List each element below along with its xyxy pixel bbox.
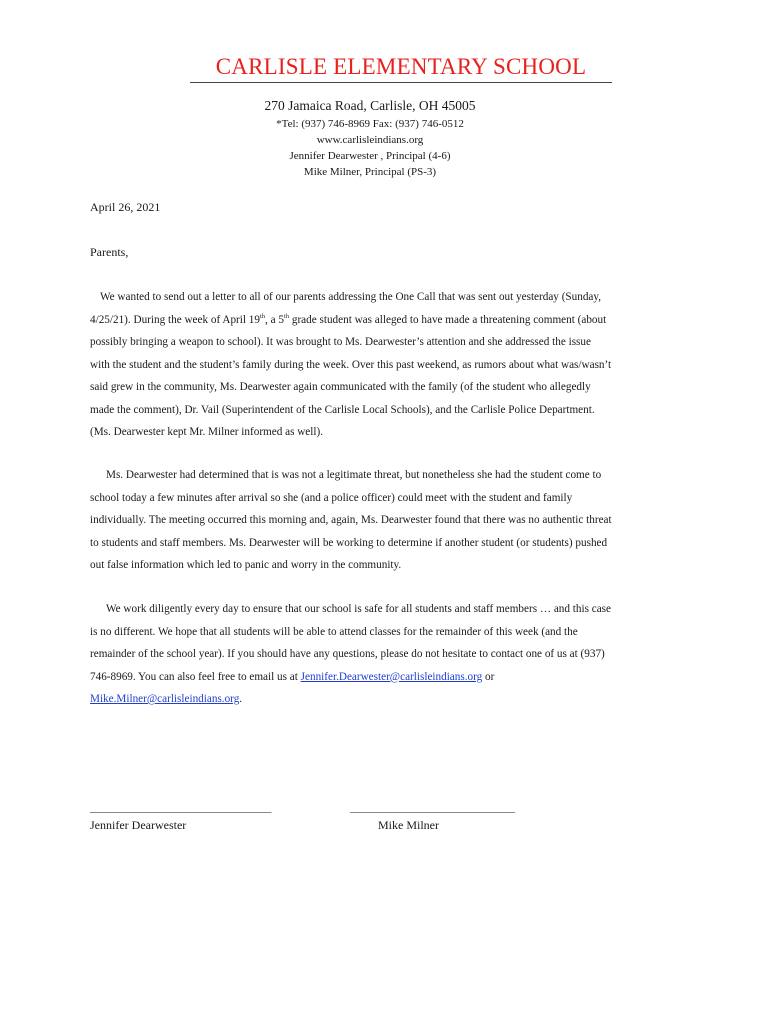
letter-date: April 26, 2021 bbox=[90, 200, 161, 214]
p3-line: is no different. We hope that all students will be able to attend classes for the remainder of this week (and the bbox=[90, 625, 578, 638]
paragraph-2 bbox=[90, 464, 690, 577]
p2-line: out false information which led to panic and worry in the community. bbox=[90, 559, 402, 571]
principal-dearwester: Jennifer Dearwester , Principal (4-6) bbox=[289, 150, 451, 162]
website: www.carlisleindians.org bbox=[316, 134, 424, 146]
phone-fax: *Tel: (937) 746-8969 Fax: (937) 746-0512 bbox=[276, 118, 464, 130]
p1-line: We wanted to send out a letter to all of our parents addressing the One Call that was sent out yesterday (Sunday, bbox=[100, 291, 602, 303]
p1-line: possibly bringing a weapon to school). It was brought to Ms. Dearwester’s attention and she addressed the issue bbox=[90, 336, 591, 348]
p1-line: made the comment), Dr. Vail (Superintendent of the Carlisle Local Schools), and the Carlisle Police Department. bbox=[90, 403, 595, 416]
p2-line: school today a few minutes after arrival so she (and a police officer) could meet with the student and family bbox=[90, 491, 573, 504]
school-address: 270 Jamaica Road, Carlisle, OH 45005 bbox=[264, 98, 476, 113]
school-name-title: CARLISLE ELEMENTARY SCHOOL bbox=[190, 52, 612, 83]
signature-name-dearwester: Jennifer Dearwester bbox=[90, 818, 187, 832]
p3-line: Mike.Milner@carlisleindians.org. bbox=[90, 693, 243, 705]
p2-line: individually. The meeting occurred this morning and, again, Ms. Dearwester found that there was no authentic threat bbox=[90, 514, 612, 526]
p2-line: Ms. Dearwester had determined that is was not a legitimate threat, but nonetheless she had the student come to bbox=[106, 469, 602, 481]
p3-line: remainder of the school year). If you should have any questions, please do not hesitate to contact one of us at (937) bbox=[90, 648, 605, 660]
salutation: Parents, bbox=[90, 245, 129, 259]
p1-line: with the student and the student’s family during the week. Over this past weekend, as rumors about what was/wasn’t bbox=[90, 358, 612, 371]
p1-line: (Ms. Dearwester kept Mr. Milner informed as well). bbox=[90, 426, 324, 438]
principal-milner: Mike Milner, Principal (PS-3) bbox=[303, 166, 437, 178]
paragraph-3 bbox=[90, 598, 690, 711]
paragraph-1 bbox=[90, 286, 690, 444]
email-link-milner[interactable]: Mike.Milner@carlisleindians.org bbox=[90, 693, 240, 705]
p3-line: We work diligently every day to ensure that our school is safe for all students and staff members … and this case bbox=[106, 603, 611, 615]
signature-line-milner: ______________________________ bbox=[350, 802, 515, 814]
email-link-dearwester[interactable]: Jennifer.Dearwester@carlisleindians.org bbox=[300, 670, 483, 683]
p1-line: 4/25/21). During the week of April 19th, a 5th grade student was alleged to have made a threatening comment (about bbox=[90, 312, 607, 326]
p1-line: said grew in the community, Ms. Dearwester again communicated with the family (of the student who allegedly bbox=[90, 381, 591, 393]
p2-line: to students and staff members. Ms. Dearwester will be working to determine if another student (or students) pushed bbox=[90, 536, 608, 549]
signature-line-dearwester: _________________________________ bbox=[90, 802, 272, 814]
p3-line: 746-8969. You can also feel free to email us at Jennifer.Dearwester@carlisleindians.org or bbox=[90, 670, 495, 683]
signature-name-milner: Mike Milner bbox=[378, 818, 439, 832]
